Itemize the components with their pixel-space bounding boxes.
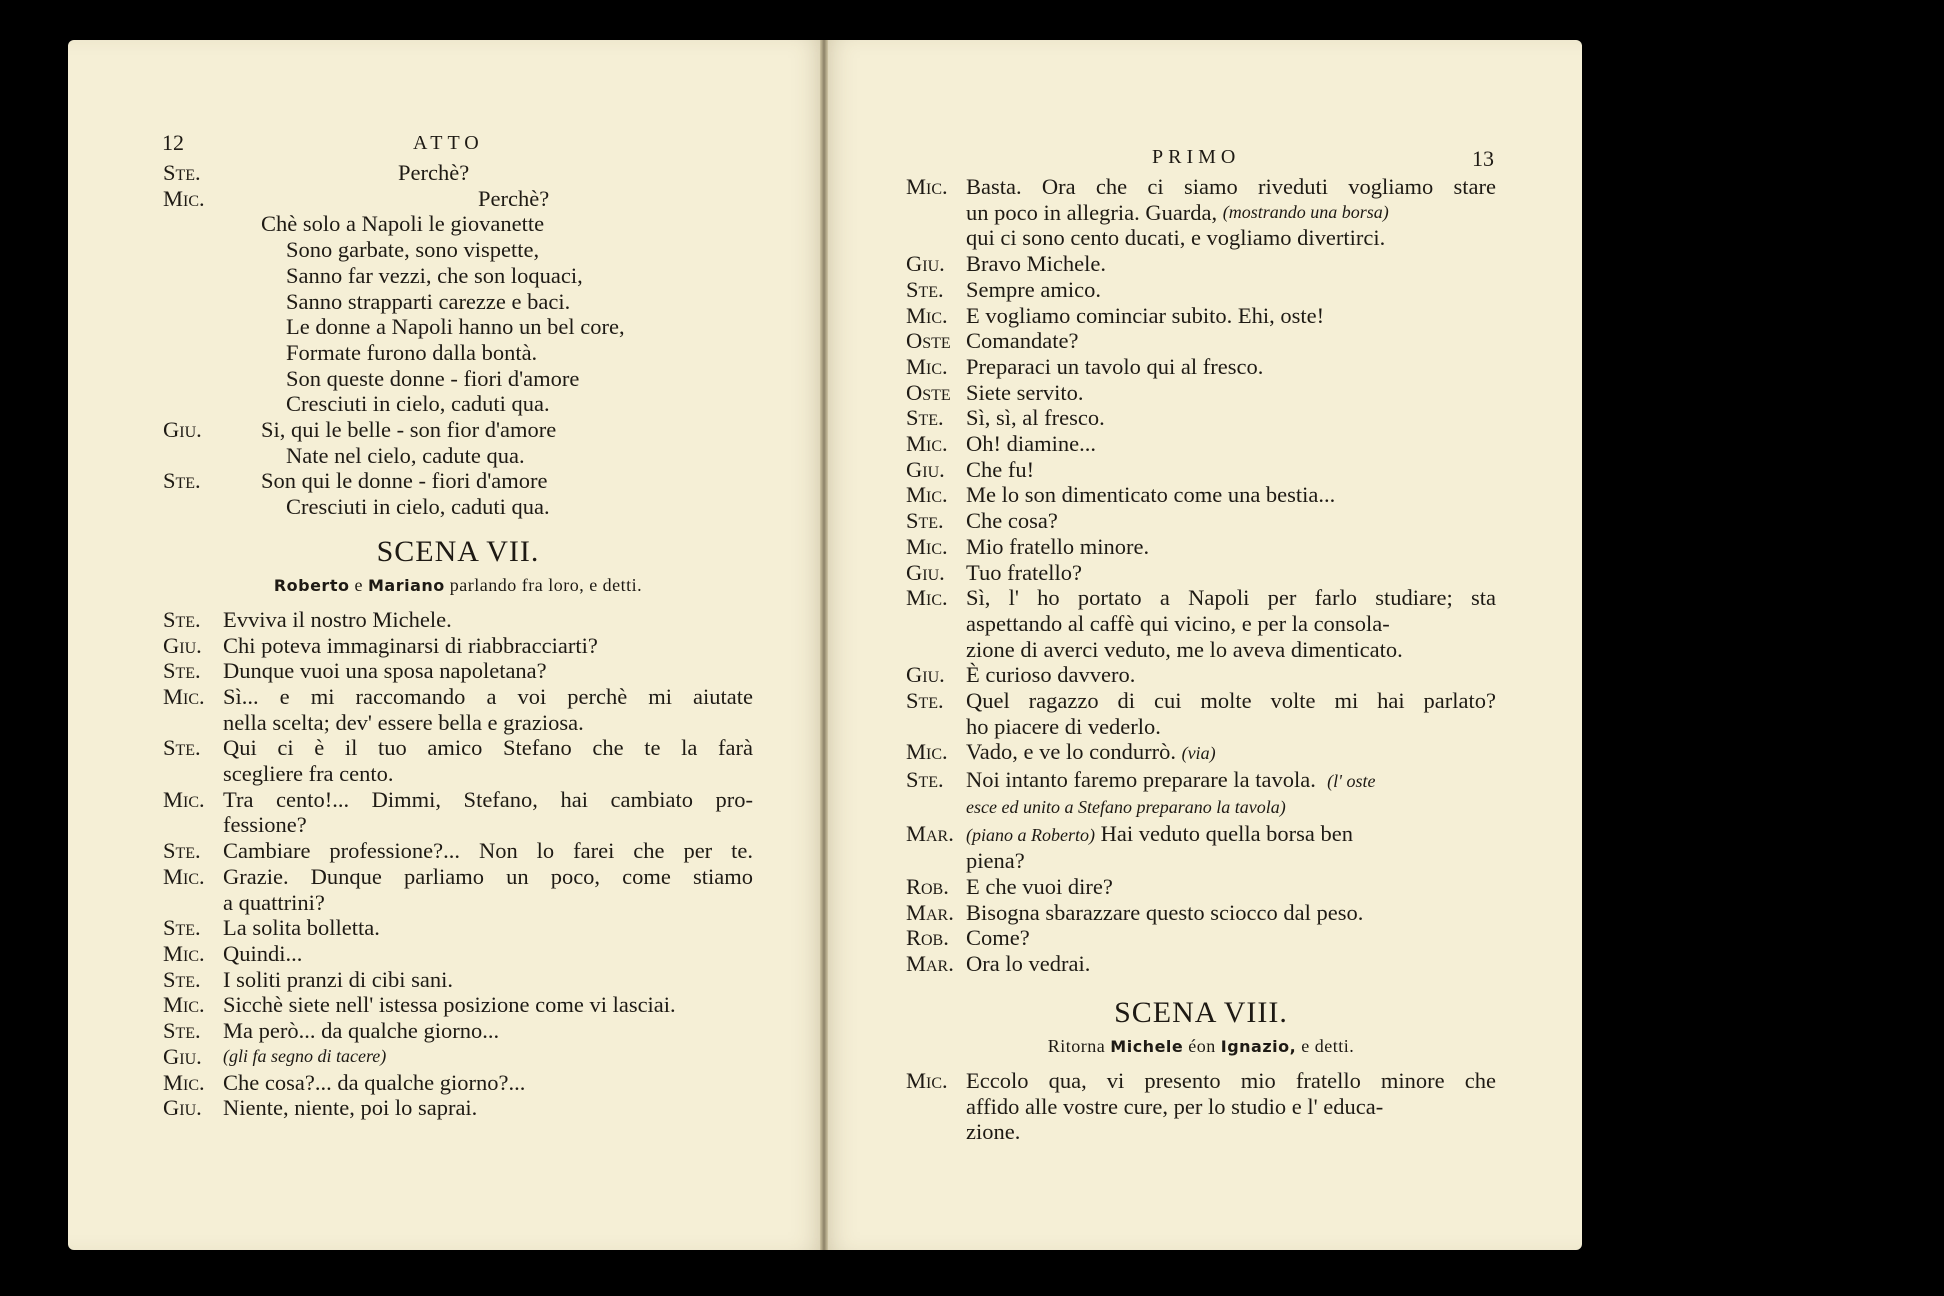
dialogue-line [906,585,1496,611]
speaker-label: Oste [906,379,951,405]
right-page-text [906,174,1496,1145]
dialogue-line [906,354,1496,380]
line-text: Che fu! [966,456,1035,482]
speaker-label: Mic. [906,353,948,379]
speaker-label: Ste. [163,915,201,941]
line-text: Mio fratello minore. [966,533,1150,559]
speaker-label: Ste. [163,160,201,185]
speaker-label: Ste. [163,735,201,761]
verse-line: Sono garbate, sono vispette, [286,237,540,263]
line-text: È curioso davvero. [966,662,1136,688]
line-text: Eccolo qua, vi presento mio fratello minore che [966,1067,1496,1093]
line-text: Noi intanto faremo preparare la tavola. [966,767,1316,793]
line-text: Oh! diamine... [966,431,1096,457]
line-text: Dunque vuoi una sposa napoletana? [223,658,547,684]
verse-line [163,468,753,494]
stage-direction: (gli fa segno di tacere) [223,1045,387,1066]
dialogue-line [906,405,1496,431]
line-text: Sì, sì, al fresco. [966,405,1105,431]
stage-direction: (l' oste [1327,771,1376,792]
left-page-text [163,160,753,1121]
dialogue-continuation: aspettando al caffè qui vicino, e per la consola- [966,610,1390,636]
character-name: Mariano [367,575,445,595]
dialogue-line [906,328,1496,354]
stage-direction: (via) [1181,743,1216,764]
speaker-label: Mic. [163,992,205,1018]
speaker-label: Giu. [163,417,202,443]
speaker-label: Giu. [906,559,945,585]
dialogue-line [163,735,753,761]
dialogue-line [906,174,1496,200]
line-text: Che cosa? [966,508,1058,534]
line-text: Sicchè siete nell' istessa posizione come vi lasciai. [223,992,676,1018]
speaker-label: Mic. [906,482,948,508]
dialogue-line [906,1068,1496,1094]
verse-line: Le donne a Napoli hanno un bel core, [286,314,625,340]
scene-title: SCENA VIII. [1114,995,1288,1029]
speaker-label: Mic. [163,863,205,889]
verse-line: Sanno far vezzi, che son loquaci, [286,262,583,288]
dialogue-line [906,767,1496,795]
line-text: Sì... e mi raccomando a voi perchè mi aiutate [223,683,753,709]
dialogue-continuation: a quattrini? [223,889,325,915]
dialogue-continuation: zione di averci veduto, me lo aveva dimenticato. [966,636,1403,662]
dialogue-line [163,607,753,633]
dialogue-line [906,482,1496,508]
speaker-label: Ste. [906,276,944,302]
speaker-label: Mic. [906,533,948,559]
line-text: I soliti pranzi di cibi sani. [223,966,453,992]
dialogue-line [163,915,753,941]
dialogue-continuation: nella scelta; dev' essere bella e graziosa. [223,709,584,735]
dialogue-continuation: ho piacere di vederlo. [966,713,1161,739]
line-text: Vado, e ve lo condurrò. [966,739,1176,765]
stage-direction: (mostrando una borsa) [1222,201,1389,222]
verse-line: Sanno strapparti carezze e baci. [286,288,571,314]
dialogue-continuation [906,200,1496,226]
dialogue-line [906,951,1496,977]
speaker-label: Ste. [906,688,944,714]
character-name: Michele [1110,1036,1184,1056]
line-text: Quindi... [223,940,303,966]
line-text: Bisogna sbarazzare questo sciocco dal peso. [966,899,1364,925]
dialogue-line [906,739,1496,767]
dialogue-line [906,688,1496,714]
dialogue-continuation: scegliere fra cento. [223,761,394,787]
stage-direction: esce ed unito a Stefano preparano la tavola) [966,796,1286,817]
dialogue-continuation: fessione? [223,812,307,838]
verse-line [163,186,753,212]
line-text: Qui ci è il tuo amico Stefano che te la farà [223,735,753,761]
verse-line [163,160,753,186]
dialogue-line [163,684,753,710]
dialogue-line [163,1095,753,1121]
verse-line [163,417,753,443]
running-head-right: PRIMO [1152,146,1241,168]
page-number-right: 13 [1472,146,1494,171]
dialogue-line [906,380,1496,406]
dialogue-line [906,277,1496,303]
line-text: Preparaci un tavolo qui al fresco. [966,353,1264,379]
speaker-label: Mic. [163,1069,205,1095]
speaker-label: Ste. [906,405,944,431]
line-text: E vogliamo cominciar subito. Ehi, oste! [966,302,1325,328]
speaker-label: Mic. [906,431,948,457]
line-text: Perchè? [478,185,550,211]
line-text: Evviva il nostro Michele. [223,606,452,632]
line-text: Me lo son dimenticato come una bestia... [966,482,1336,508]
speaker-label: Giu. [163,1043,202,1069]
speaker-label: Rob. [906,925,949,951]
dialogue-line [906,508,1496,534]
line-text: Hai veduto quella borsa ben [1100,820,1354,846]
stage-direction: (piano a Roberto) [966,824,1095,845]
line-text: Tuo fratello? [966,559,1083,585]
speaker-label: Mar. [906,899,954,925]
line-text: Si, qui le belle - son fior d'amore [261,417,557,443]
line-text: Cambiare professione?... Non lo farei che per te. [223,838,753,864]
line-text: Bravo Michele. [966,251,1106,277]
speaker-label: Giu. [906,251,945,277]
speaker-label: Giu. [163,632,202,658]
line-text: Ora lo vedrai. [966,951,1091,977]
dialogue-line [163,787,753,813]
dialogue-line [906,662,1496,688]
speaker-label: Ste. [163,468,201,494]
line-text: E che vuoi dire? [966,873,1113,899]
scene-text: e [354,574,363,595]
dialogue-line [163,941,753,967]
line-text: Chi poteva immaginarsi di riabbracciarti? [223,632,598,658]
dialogue-line [163,1044,753,1070]
book-gutter [820,40,828,1250]
line-text: Basta. Ora che ci siamo riveduti vogliamo stare [966,174,1496,199]
speaker-label: Ste. [163,966,201,992]
scene-text: éon [1188,1035,1216,1056]
scene-title: SCENA VII. [376,534,540,568]
line-text: Sì, l' ho portato a Napoli per farlo studiare; sta [966,585,1496,611]
scene-text: e detti. [1301,1035,1355,1056]
scene-text: parlando fra loro, e detti. [449,574,643,595]
line-text: La solita bolletta. [223,915,380,941]
dialogue-line [163,658,753,684]
speaker-label: Ste. [163,658,201,684]
speaker-label: Ste. [163,838,201,864]
line-text: Siete servito. [966,379,1084,405]
running-head-left: ATTO [413,132,484,154]
dialogue-line [163,1018,753,1044]
character-name: Roberto [273,575,350,595]
speaker-label: Mic. [163,683,205,709]
speaker-label: Oste [906,328,951,354]
dialogue-line [906,821,1496,849]
verse-line: Formate furono dalla bontà. [286,339,538,365]
dialogue-line [163,967,753,993]
dialogue-line [906,251,1496,277]
line-text: Son qui le donne - fiori d'amore [261,468,548,494]
speaker-label: Ste. [163,606,201,632]
verse-line: Cresciuti in cielo, caduti qua. [286,391,550,417]
dialogue-line [906,303,1496,329]
speaker-label: Mic. [906,739,948,765]
dialogue-line [906,560,1496,586]
character-name: Ignazio, [1220,1036,1297,1056]
speaker-label: Giu. [906,456,945,482]
speaker-label: Mic. [163,940,205,966]
line-text: Niente, niente, poi lo saprai. [223,1095,478,1121]
speaker-label: Ste. [163,1018,201,1044]
speaker-label: Giu. [163,1095,202,1121]
line-text: Come? [966,925,1030,951]
verse-line: Cresciuti in cielo, caduti qua. [286,494,550,520]
speaker-label: Ste. [906,767,944,793]
speaker-label: Mic. [906,1067,948,1093]
dialogue-continuation: qui ci sono cento ducati, e vogliamo divertirci. [966,225,1386,251]
speaker-label: Mic. [906,174,948,199]
line-text: Ma però... da qualche giorno... [223,1018,500,1044]
speaker-label: Mar. [906,951,954,977]
line-text: Grazie. Dunque parliamo un poco, come stiamo [223,863,753,889]
speaker-label: Giu. [906,662,945,688]
dialogue-line [906,457,1496,483]
dialogue-line [163,1070,753,1096]
line-text: Tra cento!... Dimmi, Stefano, hai cambiato pro- [223,786,753,812]
verse-line: Chè solo a Napoli le giovanette [261,211,545,237]
dialogue-line [163,838,753,864]
speaker-label: Ste. [906,508,944,534]
dialogue-continuation: zione. [966,1119,1021,1145]
verse-line: Nate nel cielo, cadute qua. [286,442,525,468]
scene-description [163,572,753,599]
line-text: Perchè? [398,160,470,185]
line-text: un poco in allegria. Guarda, [966,199,1218,225]
dialogue-line [906,925,1496,951]
speaker-label: Rob. [906,873,949,899]
speaker-label: Mar. [906,820,954,846]
verse-line: Son queste donne - fiori d'amore [286,365,580,391]
line-text: Comandate? [966,328,1079,354]
scene-text: Ritorna [1047,1035,1106,1056]
line-text: Che cosa?... da qualche giorno?... [223,1069,526,1095]
dialogue-line [906,900,1496,926]
line-text: Sempre amico. [966,276,1101,302]
dialogue-line [163,633,753,659]
speaker-label: Mic. [163,786,205,812]
scene-description [906,1033,1496,1060]
speaker-label: Mic. [906,585,948,611]
dialogue-continuation: piena? [966,848,1025,874]
dialogue-line [163,864,753,890]
dialogue-line [906,534,1496,560]
page-number-left: 12 [162,130,184,155]
speaker-label: Mic. [906,302,948,328]
line-text: Quel ragazzo di cui molte volte mi hai parlato? [966,688,1496,714]
dialogue-line [163,992,753,1018]
speaker-label: Mic. [163,185,205,211]
dialogue-continuation: affido alle vostre cure, per lo studio e l' educa- [966,1093,1384,1119]
dialogue-line [906,431,1496,457]
dialogue-line [906,874,1496,900]
